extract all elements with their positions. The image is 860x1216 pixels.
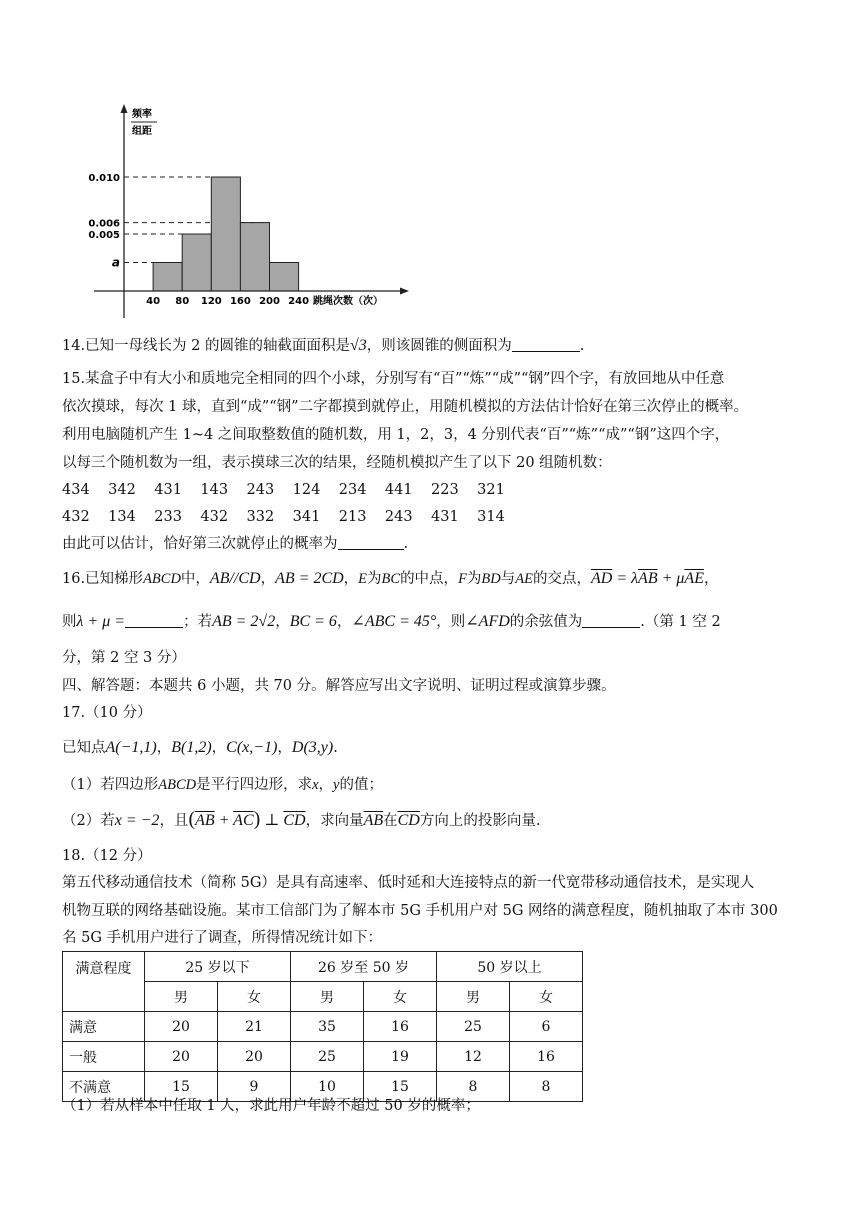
- table-cell: 21: [218, 1012, 291, 1042]
- q14-text-2: ，则该圆锥的侧面积为: [366, 338, 512, 354]
- random-number: 332: [246, 509, 275, 525]
- random-number: 234: [338, 482, 367, 498]
- q17-math: ABCD: [158, 777, 197, 793]
- q15-line-2: 依次摸球，每次 1 球，直到“成”“钢”二字都摸到就停止，用随机模拟的方法估计恰好在第三次停止的概率。: [62, 399, 749, 415]
- q14-math: √3: [350, 337, 367, 354]
- q16-line-1: [62, 569, 718, 589]
- q16-math: λ + μ =: [76, 613, 126, 630]
- x-tick-label: 160: [229, 296, 251, 307]
- table-cell: 6: [510, 1012, 583, 1042]
- q18-line-1: 第五代移动通信技术（简称 5G）是具有高速率、低时延和大连接特点的新一代宽带移动通信技术，是实现人: [62, 875, 755, 891]
- q16-text: 中，: [180, 571, 210, 587]
- random-number: 314: [477, 509, 505, 525]
- q16-text: 的余弦值为: [509, 614, 583, 630]
- q16-text: 为: [367, 571, 382, 587]
- random-number: 441: [384, 482, 413, 498]
- q16-text: ，: [260, 571, 276, 587]
- q15-end: .: [403, 536, 409, 552]
- gender-header: 女: [364, 982, 437, 1012]
- q16-text: ，则: [436, 614, 466, 630]
- random-number: 134: [108, 509, 136, 525]
- q16-text: 则: [62, 614, 77, 630]
- q16-text: 为: [466, 571, 482, 587]
- q16-text: 与: [500, 571, 516, 587]
- q16-line-2: [62, 612, 721, 632]
- q14-answer-blank[interactable]: [512, 337, 580, 352]
- q15-conclusion-text: 由此可以估计，恰好第三次就停止的概率为: [62, 536, 338, 552]
- random-number: 243: [384, 509, 413, 525]
- histogram-bar: [182, 234, 211, 291]
- q17-paren: (: [188, 808, 196, 830]
- q16-math: = λ: [612, 570, 639, 587]
- histogram-bar: [211, 177, 240, 291]
- x-tick-label: 120: [200, 296, 222, 307]
- random-number: 342: [108, 482, 136, 498]
- vector-ad: $\overline{AD}$: [590, 570, 613, 587]
- q16-math: AE: [515, 571, 533, 587]
- q17-text: 方向上的投影向量.: [419, 813, 541, 829]
- random-number: 213: [338, 509, 367, 525]
- q17-math: x = −2: [114, 812, 160, 829]
- q15-random-row-1: [62, 480, 505, 500]
- gender-header: 男: [291, 982, 364, 1012]
- random-number: 341: [292, 509, 321, 525]
- row-label: 一般: [63, 1042, 145, 1072]
- q16-text: ，: [275, 614, 290, 630]
- table-cell: 20: [218, 1042, 291, 1072]
- point-b: B(1,2): [171, 739, 212, 756]
- point-a: A(−1,1): [105, 739, 157, 756]
- random-number: 124: [292, 482, 321, 498]
- table-cell: 9: [218, 1072, 291, 1102]
- q17-math: x: [312, 777, 319, 793]
- q18-line-3: 名 5G 手机用户进行了调查，所得情况统计如下：: [62, 930, 383, 946]
- section-heading: 四、解答题：本题共 6 小题，共 70 分。解答应写出文字说明、证明过程或演算步骤。: [62, 678, 616, 694]
- q16-math: F: [458, 571, 467, 587]
- histogram-bar: [240, 223, 269, 291]
- q16-text: ，: [703, 571, 719, 587]
- vector-ae: $\overline{AE}$: [684, 570, 704, 587]
- q15-answer-blank[interactable]: [338, 535, 404, 550]
- q15-conclusion: [62, 534, 408, 554]
- q16-math: AB//CD: [209, 570, 261, 587]
- x-axis-label: 跳绳次数（次）: [313, 296, 383, 307]
- row-label: 满意: [63, 1012, 145, 1042]
- table-cell: 15: [364, 1072, 437, 1102]
- vector-ac: $\overline{AC}$: [233, 812, 254, 829]
- table-cell: 25: [437, 1012, 510, 1042]
- q16-answer-blank-1[interactable]: [125, 613, 183, 628]
- q16-text: ，: [336, 614, 352, 630]
- q17-math: +: [214, 812, 234, 829]
- q16-math: AB = 2√2: [212, 613, 276, 630]
- histogram-bar: [153, 263, 182, 292]
- table-cell: 15: [145, 1072, 218, 1102]
- q17-text: ，且: [159, 813, 189, 829]
- q15-random-row-2: [62, 507, 505, 527]
- vector-cd: $\overline{CD}$: [397, 812, 420, 829]
- x-tick-label: 80: [175, 296, 190, 307]
- q17-text: 在: [383, 813, 398, 829]
- table-cell: 12: [437, 1042, 510, 1072]
- histogram-chart: [82, 100, 442, 325]
- q17-text: 是平行四边形，求: [196, 777, 313, 793]
- histogram-bar: [270, 263, 299, 292]
- q16-math: ∠ABC = 45°: [351, 613, 437, 630]
- q16-text: 的中点，: [400, 571, 459, 587]
- random-number: 321: [477, 482, 505, 498]
- random-number: 223: [431, 482, 459, 498]
- q17-text: ，求向量: [305, 813, 364, 829]
- x-tick-label: 240: [288, 296, 310, 307]
- x-tick-label: 200: [259, 296, 280, 307]
- random-number: 431: [154, 482, 182, 498]
- random-number: 143: [200, 482, 229, 498]
- group-header: 25 岁以下: [145, 952, 291, 982]
- random-number: 432: [62, 509, 90, 525]
- gender-header: 女: [218, 982, 291, 1012]
- q15-line-1: 15.某盒子中有大小和质地完全相同的四个小球，分别写有“百”“炼”“成”“钢”四个字，有放回地从中任意: [62, 371, 725, 387]
- q16-math: E: [358, 571, 368, 587]
- point-c: C(x,−1): [226, 739, 278, 756]
- q17-end: .: [333, 740, 338, 756]
- q17-paren: ): [253, 808, 261, 830]
- q18-heading: 18.（12 分）: [62, 848, 152, 864]
- q17-text: （1）若四边形: [62, 777, 159, 793]
- q16-text: 的交点，: [532, 571, 591, 587]
- q17-text: （2）若: [62, 813, 115, 829]
- q17-heading: 17.（10 分）: [62, 705, 152, 721]
- y-label-bottom: 组距: [132, 126, 152, 137]
- q17-text: ，: [318, 777, 334, 793]
- q16-math: + μ: [657, 570, 685, 587]
- group-header: 26 岁至 50 岁: [291, 952, 437, 982]
- survey-table: [62, 951, 583, 1102]
- q16-math: BC: [381, 571, 401, 587]
- q17-sep: ，: [277, 740, 292, 756]
- q14-text: 14.已知一母线长为 2 的圆锥的轴截面面积是: [62, 338, 351, 354]
- gender-header: 女: [510, 982, 583, 1012]
- q16-text: ，: [343, 571, 359, 587]
- q16-math: BD: [481, 571, 501, 587]
- vector-ab: $\overline{AB}$: [195, 812, 215, 829]
- q16-math: BC = 6: [289, 613, 337, 630]
- table-cell: 20: [145, 1042, 218, 1072]
- point-d: D(3,y): [291, 739, 334, 756]
- y-tick-label: 0.010: [88, 173, 120, 184]
- vector-ab: $\overline{AB}$: [363, 812, 384, 829]
- q17-part-2: [62, 809, 540, 831]
- y-tick-label: a: [111, 255, 120, 270]
- y-tick-label: 0.006: [88, 218, 120, 230]
- gender-header: 男: [437, 982, 510, 1012]
- row-label: 不满意: [63, 1072, 145, 1102]
- q16-math: AB = 2CD: [275, 570, 344, 587]
- q18-part-1: （1）若从样本中任取 1 人，求此用户年龄不超过 50 岁的概率；: [62, 1098, 480, 1114]
- question-14: [62, 336, 584, 356]
- table-cell: 19: [364, 1042, 437, 1072]
- q17-text: 已知点: [62, 740, 106, 756]
- random-number: 432: [200, 509, 229, 525]
- table-row: [63, 1042, 583, 1072]
- vector-ab: $\overline{AB}$: [638, 570, 658, 587]
- q15-line-3: 利用电脑随机产生 1~4 之间取整数值的随机数，用 1，2，3，4 分别代表“百”“炼”“成”“钢”这四个字，: [62, 427, 730, 443]
- q16-line-3: 分，第 2 空 3 分）: [62, 650, 186, 666]
- x-tick-label: 40: [146, 296, 161, 307]
- y-axis-arrow: [121, 104, 128, 113]
- q17-given: [62, 738, 338, 758]
- q16-text: 16.已知梯形: [62, 571, 144, 587]
- q17-text: 的值；: [339, 777, 383, 793]
- table-corner: 满意程度: [63, 952, 145, 1012]
- gender-header: 男: [145, 982, 218, 1012]
- table-cell: 8: [510, 1072, 583, 1102]
- table-row: [63, 1012, 583, 1042]
- vector-cd: $\overline{CD}$: [283, 812, 306, 829]
- table-cell: 8: [437, 1072, 510, 1102]
- table-cell: 20: [145, 1012, 218, 1042]
- random-number: 233: [154, 509, 182, 525]
- group-header: 50 岁以上: [437, 952, 583, 982]
- q14-end: .: [579, 338, 585, 354]
- x-axis-arrow: [400, 288, 409, 295]
- q18-line-2: 机物互联的网络基础设施。某市工信部门为了解本市 5G 手机用户对 5G 网络的满意程度，随机抽取了本市 300: [62, 903, 778, 919]
- y-label-top: 频率: [132, 109, 152, 120]
- q16-text: ；若: [183, 614, 213, 630]
- q17-math: ⊥: [260, 812, 284, 829]
- q17-sep: ，: [211, 740, 227, 756]
- q17-part-1: [62, 775, 383, 795]
- q16-answer-blank-2[interactable]: [582, 613, 640, 628]
- q16-text: .（第 1 空 2: [640, 614, 721, 630]
- table-cell: 25: [291, 1042, 364, 1072]
- q17-sep: ，: [156, 740, 172, 756]
- table-header-row: [63, 952, 583, 982]
- q15-line-4: 以每三个随机数为一组，表示摸球三次的结果，经随机模拟产生了以下 20 组随机数：: [62, 455, 612, 471]
- table-cell: 10: [291, 1072, 364, 1102]
- table-cell: 16: [510, 1042, 583, 1072]
- q16-math: ABCD: [143, 571, 181, 587]
- random-number: 434: [62, 482, 90, 498]
- table-cell: 35: [291, 1012, 364, 1042]
- q17-math: y: [333, 777, 340, 793]
- y-tick-label: 0.005: [88, 230, 120, 241]
- q16-math: ∠AFD: [465, 613, 510, 630]
- table-cell: 16: [364, 1012, 437, 1042]
- random-number: 431: [431, 509, 459, 525]
- random-number: 243: [246, 482, 275, 498]
